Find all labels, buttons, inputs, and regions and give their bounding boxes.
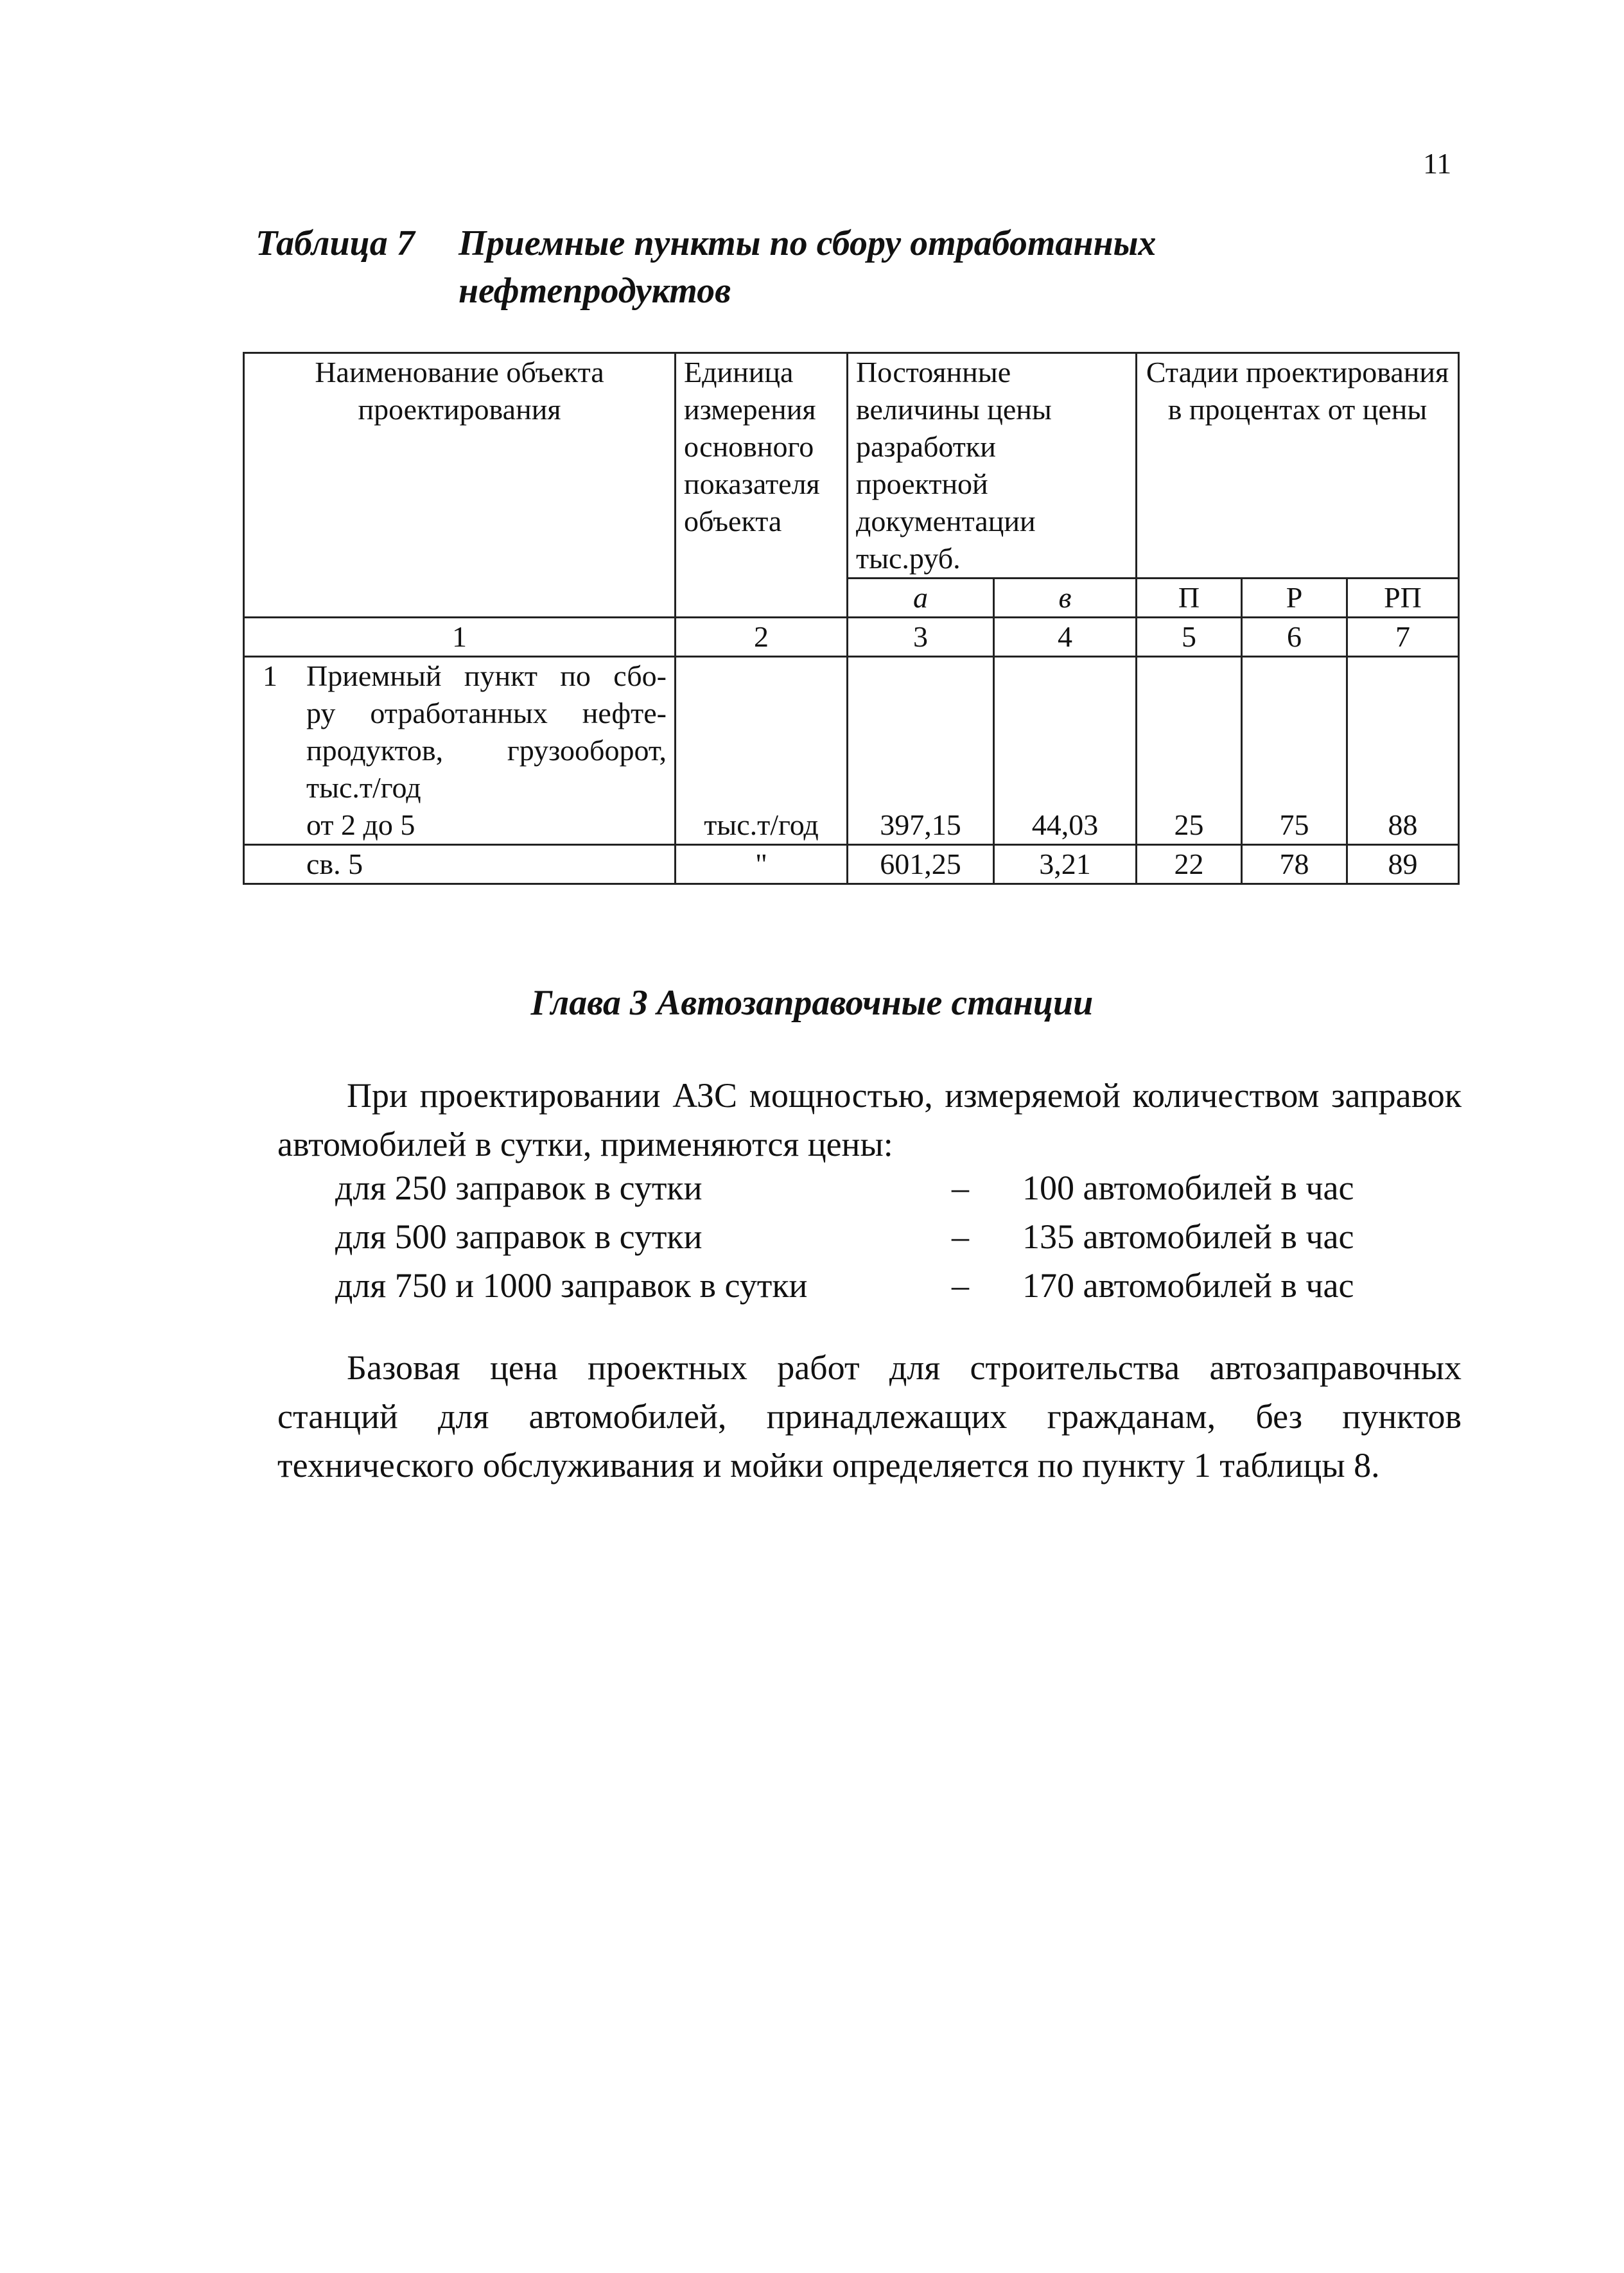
price-list <box>335 1163 1453 1310</box>
value-rp: 88 <box>1347 657 1459 845</box>
list-item-right: 170 автомобилей в час <box>1022 1266 1354 1305</box>
value-a: 601,25 <box>848 845 994 884</box>
col-number: 4 <box>994 618 1137 657</box>
sub-row-label: св. 5 <box>306 848 363 880</box>
header-price: Постоянные величины цены разработки проектной документации тыс.руб. <box>848 353 1137 579</box>
chapter-title: Глава 3 Автозаправочные станции <box>530 983 1094 1023</box>
paragraph-1-text: При проектировании АЗС мощностью, измеряемой количеством заправок автомобилей в сутки, применяются цены: <box>277 1076 1462 1163</box>
col-number: 6 <box>1242 618 1347 657</box>
paragraph-2-text: Базовая цена проектных работ для строительства автозаправочных станций для автомобилей, принадлежащих гражданам, без пунктов технического обслуживания и мойки определяется по пункту 1 таблицы 8. <box>277 1348 1462 1485</box>
column-numbers-row <box>244 618 1459 657</box>
list-item-left: для 750 и 1000 заправок в сутки <box>335 1266 808 1305</box>
row-name-line: ру отработанных нефте- <box>306 697 667 729</box>
list-item-right: 135 автомобилей в час <box>1022 1217 1354 1256</box>
subheader-b: в <box>994 579 1137 618</box>
paragraph-1 <box>277 1071 1462 1169</box>
row-name-line: Приемный пункт по сбо- <box>306 659 667 692</box>
unit-cell: " <box>676 845 848 884</box>
col-number: 3 <box>848 618 994 657</box>
row-name-line: тыс.т/год <box>306 771 421 804</box>
subheader-rp: РП <box>1347 579 1459 618</box>
value-r: 75 <box>1242 657 1347 845</box>
header-name: Наименование объекта проектирования <box>244 353 676 618</box>
list-item-dash: – <box>952 1169 969 1207</box>
value-p: 22 <box>1137 845 1242 884</box>
table-label: Таблица 7 <box>256 223 415 263</box>
row-name-cell <box>244 845 676 884</box>
list-item-left: для 500 заправок в сутки <box>335 1217 703 1256</box>
list-item-dash: – <box>952 1217 969 1256</box>
list-item-left: для 250 заправок в сутки <box>335 1169 703 1207</box>
price-table <box>243 352 1460 885</box>
page-number: 11 <box>1423 147 1452 180</box>
table-row <box>244 657 1459 845</box>
list-item <box>335 1212 1453 1261</box>
value-p: 25 <box>1137 657 1242 845</box>
col-number: 7 <box>1347 618 1459 657</box>
value-rp: 89 <box>1347 845 1459 884</box>
sub-row-label: от 2 до 5 <box>306 808 415 841</box>
row-name-line: продуктов, грузооборот, <box>306 734 667 767</box>
table-title: Приемные пункты по сбору отработанных нефтепродуктов <box>458 223 1157 311</box>
value-r: 78 <box>1242 845 1347 884</box>
subheader-r: Р <box>1242 579 1347 618</box>
subheader-a: а <box>848 579 994 618</box>
row-name-cell <box>244 657 676 845</box>
table-row <box>244 845 1459 884</box>
col-number: 1 <box>244 618 676 657</box>
list-item-right: 100 автомобилей в час <box>1022 1169 1354 1207</box>
row-number: 1 <box>263 659 277 692</box>
unit-cell: тыс.т/год <box>676 657 848 845</box>
value-b: 44,03 <box>994 657 1137 845</box>
header-stages: Стадии проектирования в процентах от цены <box>1137 353 1459 579</box>
col-number: 2 <box>676 618 848 657</box>
list-item <box>335 1261 1453 1310</box>
value-b: 3,21 <box>994 845 1137 884</box>
header-row <box>244 353 1459 579</box>
list-item-dash: – <box>952 1266 969 1305</box>
subheader-p: П <box>1137 579 1242 618</box>
col-number: 5 <box>1137 618 1242 657</box>
value-a: 397,15 <box>848 657 994 845</box>
header-unit: Единица измерения основного показателя объекта <box>676 353 848 618</box>
paragraph-2 <box>277 1343 1462 1490</box>
list-item <box>335 1163 1453 1212</box>
